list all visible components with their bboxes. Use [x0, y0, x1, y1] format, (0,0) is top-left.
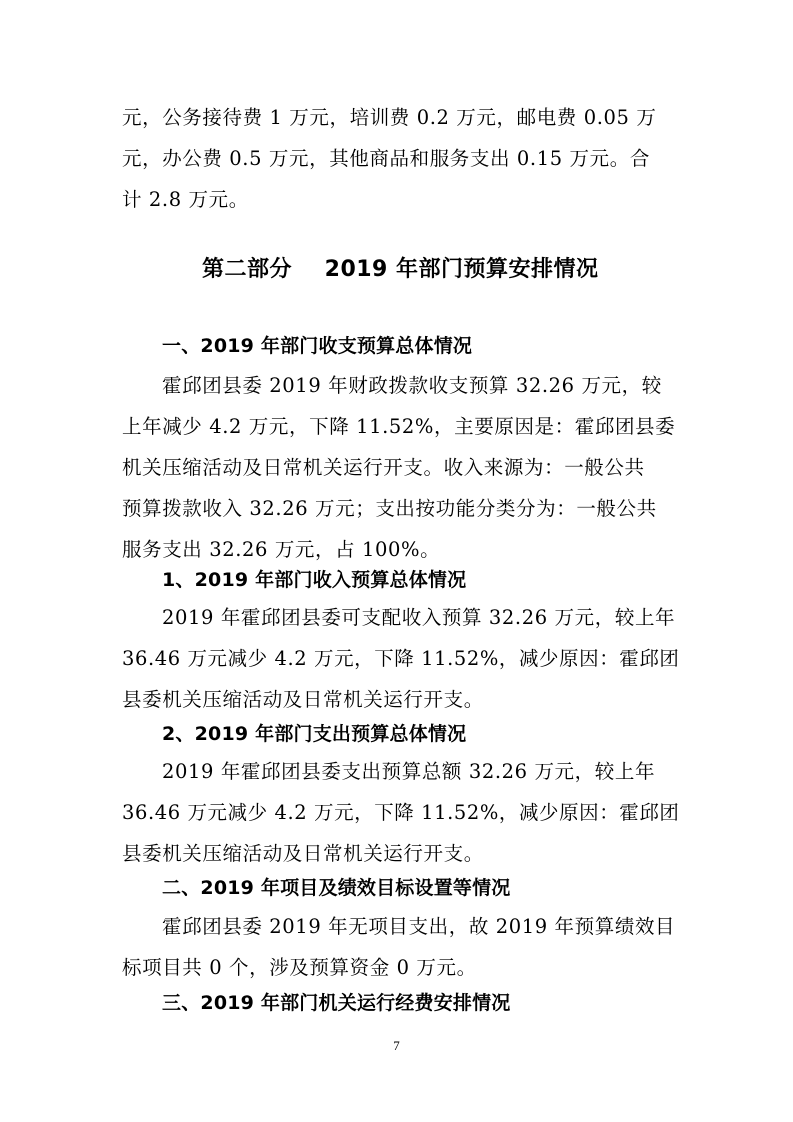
body-text-line: 标项目共 0 个，涉及预算资金 0 万元。	[122, 956, 477, 979]
body-text-line: 计 2.8 万元。	[122, 188, 249, 211]
subsection-heading: 2、2019 年部门支出预算总体情况	[162, 723, 467, 745]
subsection-heading: 三、2019 年部门机关运行经费安排情况	[162, 992, 511, 1014]
body-text-line: 2019 年霍邱团县委可支配收入预算 32.26 万元，较上年	[162, 606, 676, 629]
page-number: 7	[393, 1038, 400, 1053]
body-text-line: 2019 年霍邱团县委支出预算总额 32.26 万元，较上年	[162, 760, 656, 783]
body-text-line: 县委机关压缩活动及日常机关运行开支。	[122, 688, 484, 711]
body-text-line: 机关压缩活动及日常机关运行开支。收入来源为：一般公共	[122, 456, 645, 479]
body-text-line: 上年减少 4.2 万元，下降 11.52%，主要原因是：霍邱团县委	[122, 415, 676, 438]
body-text-line: 元，办公费 0.5 万元，其他商品和服务支出 0.15 万元。合	[122, 147, 650, 170]
body-text-line: 霍邱团县委 2019 年无项目支出，故 2019 年预算绩效目	[162, 915, 676, 938]
body-text-line: 36.46 万元减少 4.2 万元，下降 11.52%，减少原因：霍邱团	[122, 647, 680, 670]
body-text-line: 县委机关压缩活动及日常机关运行开支。	[122, 842, 484, 865]
body-text-line: 预算拨款收入 32.26 万元；支出按功能分类分为：一般公共	[122, 497, 657, 520]
body-text-line: 元，公务接待费 1 万元，培训费 0.2 万元，邮电费 0.05 万	[122, 106, 657, 129]
body-text-line: 霍邱团县委 2019 年财政拨款收支预算 32.26 万元，较	[162, 374, 662, 397]
subsection-heading: 1、2019 年部门收入预算总体情况	[162, 569, 467, 591]
subsection-heading: 二、2019 年项目及绩效目标设置等情况	[162, 877, 511, 899]
body-text-line: 服务支出 32.26 万元，占 100%。	[122, 538, 441, 561]
body-text-line: 36.46 万元减少 4.2 万元，下降 11.52%，减少原因：霍邱团	[122, 801, 680, 824]
section-heading: 第二部分 2019 年部门预算安排情况	[202, 257, 599, 282]
subsection-heading: 一、2019 年部门收支预算总体情况	[162, 335, 473, 357]
